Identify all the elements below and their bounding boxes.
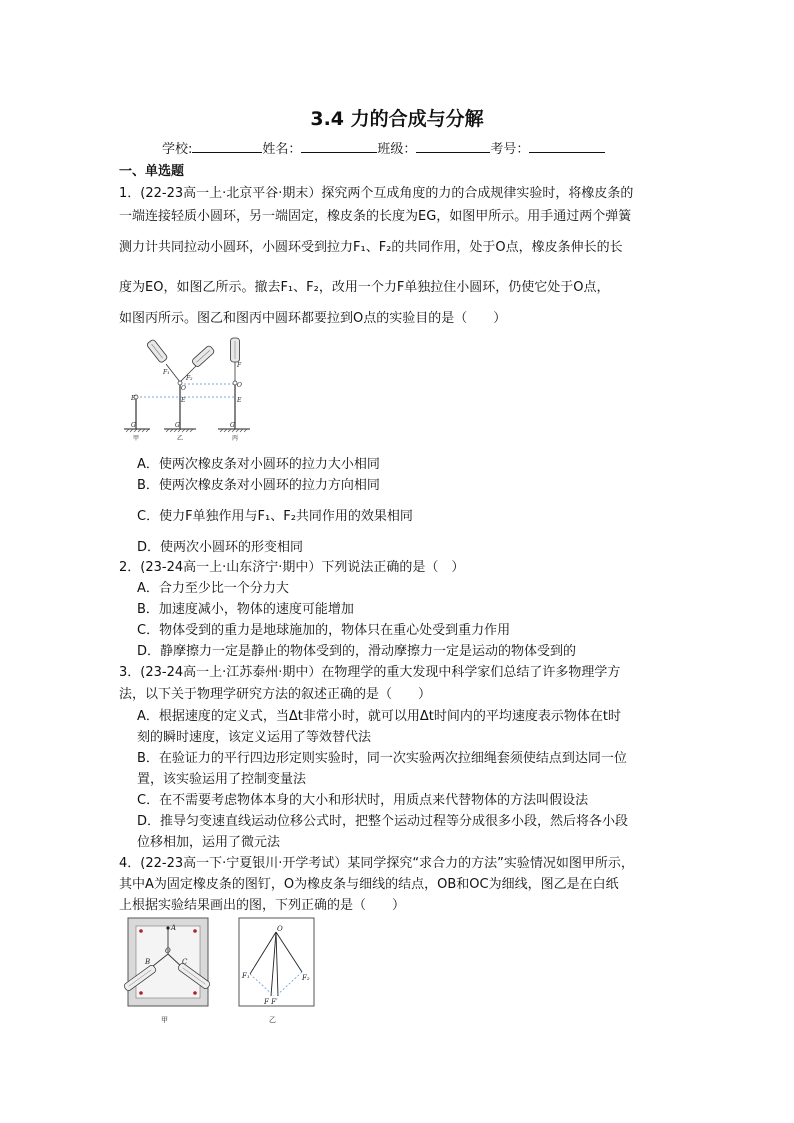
q1-option: D．使两次小圆环的形变相同 [137, 540, 304, 555]
label-bing: 丙 [232, 435, 239, 442]
q1-line: 1．(22-23高一上·北京平谷·期末）探究两个互成角度的力的合成规律实验时，将橡皮条的 [119, 186, 634, 201]
q2-option: C．物体受到的重力是地球施加的，物体只在重心处受到重力作用 [137, 623, 511, 638]
q1-option: B．使两次橡皮条对小圆环的拉力方向相同 [137, 478, 380, 493]
student-info-row [162, 138, 605, 157]
q2-option: A．合力至少比一个分力大 [137, 581, 289, 596]
q3-option: C．在不需要考虑物体本身的大小和形状时，用质点来代替物体的方法叫假设法 [137, 793, 589, 808]
q4-line: 上根据实验结果画出的图，下列正确的是（ ） [119, 898, 406, 913]
id-label: 考号： [490, 142, 530, 157]
name-field[interactable] [301, 140, 377, 153]
label-c: C [182, 958, 188, 966]
class-field[interactable] [416, 140, 490, 153]
q3-option-cont: 置，该实验运用了控制变量法 [137, 772, 307, 787]
q2-line: 2．(23-24高一上·山东济宁·期中）下列说法正确的是（ ） [119, 560, 465, 575]
q1-line: 测力计共同拉动小圆环，小圆环受到拉力F₁、F₂的共同作用，处于O点，橡皮条伸长的长 [119, 240, 623, 255]
q3-option: B．在验证力的平行四边形定则实验时，同一次实验两次拉细绳套须使结点到达同一位 [137, 751, 627, 766]
label-f1: F₁ [163, 369, 170, 376]
q1-line: 如图丙所示。图乙和图丙中圆环都要拉到O点的实验目的是（ ） [119, 311, 507, 326]
q3-option-cont: 刻的瞬时速度，该定义运用了等效替代法 [137, 730, 372, 745]
label-f2: F₂ [186, 375, 193, 382]
q2-option: D．静摩擦力一定是静止的物体受到的，滑动摩擦力一定是运动的物体受到的 [137, 644, 577, 659]
q1-line: 度为EO，如图乙所示。撤去F₁、F₂，改用一个力F单独拉住小圆环，仍使它处于O点， [119, 280, 610, 295]
label-f: F [237, 362, 242, 369]
label-a: A [171, 924, 177, 932]
id-field[interactable] [529, 140, 605, 153]
q3-option: A．根据速度的定义式，当Δt非常小时，就可以用Δt时间内的平均速度表示物体在t时 [137, 709, 621, 724]
label-e: E [131, 395, 136, 402]
q4-line: 4．(22-23高一下·宁夏银川·开学考试）某同学探究“求合力的方法”实验情况如图甲所示， [119, 856, 634, 871]
q1-figure [118, 336, 258, 444]
label-b: B [145, 958, 151, 966]
school-field[interactable] [192, 140, 262, 153]
section-heading: 一、单选题 [119, 164, 185, 179]
name-label: 姓名： [262, 142, 302, 157]
q3-line: 法，以下关于物理学研究方法的叙述正确的是（ ） [119, 687, 432, 702]
label-g: G [230, 422, 235, 429]
school-label: 学校: [162, 142, 193, 157]
label-o: O [165, 947, 171, 955]
page-title: 3.4 力的合成与分解 [310, 108, 484, 130]
q1-line: 一端连接轻质小圆环，另一端固定，橡皮条的长度为EG，如图甲所示。用手通过两个弹簧 [119, 209, 632, 224]
label-g: G [175, 422, 180, 429]
q4-figure [118, 914, 318, 1026]
q1-option: C．使力F单独作用与F₁、F₂共同作用的效果相同 [137, 509, 413, 524]
label-yi: 乙 [269, 1016, 276, 1024]
label-e: E [237, 397, 242, 404]
q2-option: B．加速度减小，物体的速度可能增加 [137, 602, 354, 617]
label-o: O [277, 925, 283, 933]
label-e: E [181, 397, 186, 404]
label-g: G [131, 422, 136, 429]
label-jia: 甲 [161, 1016, 168, 1024]
q3-option: D．推导匀变速直线运动位移公式时，把整个运动过程等分成很多小段，然后将各小段 [137, 814, 629, 829]
q4-line: 其中A为固定橡皮条的图钉，O为橡皮条与细线的结点，OB和OC为细线，图乙是在白纸 [119, 877, 619, 892]
class-label: 班级： [377, 142, 417, 157]
label-o: O [181, 385, 186, 392]
label-jia: 甲 [133, 435, 140, 442]
label-f1: F₁ [242, 972, 250, 980]
q3-option-cont: 位移相加，运用了微元法 [137, 835, 281, 850]
label-f2: F₂ [302, 974, 310, 982]
q1-option: A．使两次橡皮条对小圆环的拉力大小相同 [137, 457, 380, 472]
label-o: O [237, 382, 242, 389]
label-f-fprime: F F′ [264, 998, 278, 1006]
q3-line: 3．(23-24高一上·江苏泰州·期中）在物理学的重大发现中科学家们总结了许多物理学方 [119, 665, 621, 680]
label-yi: 乙 [177, 435, 184, 442]
